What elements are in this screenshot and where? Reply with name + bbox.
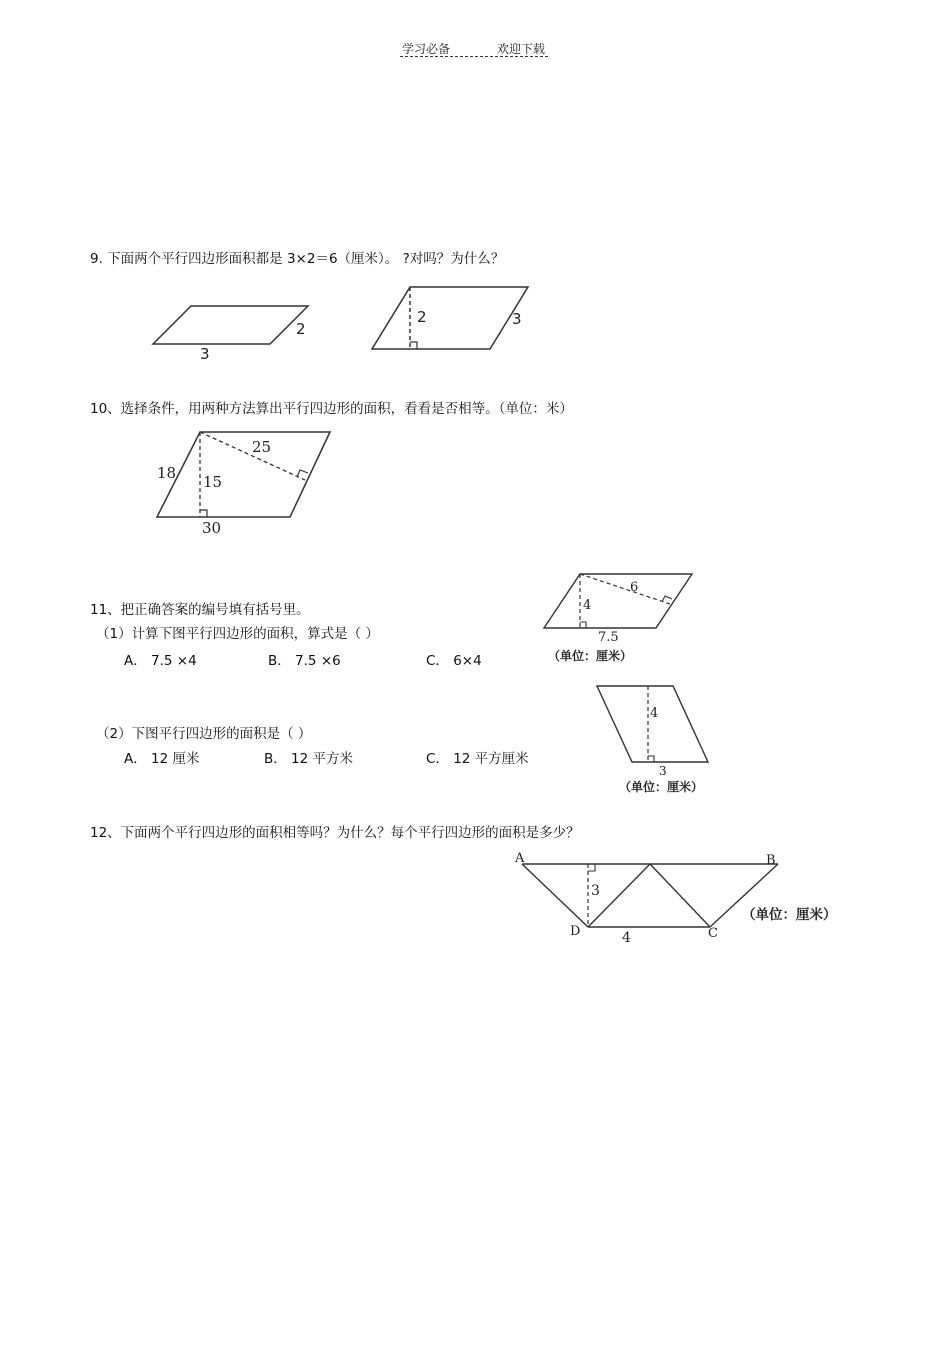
q11-fig2-base-label: 3 (659, 764, 667, 778)
question-11-title: 11、把正确答案的编号填有括号里。 (90, 602, 310, 618)
q11-p1-option-c: C． 6×4 (426, 653, 482, 669)
q12-height-label: 3 (591, 883, 600, 899)
q11-fig2-height-label: 4 (650, 706, 659, 721)
header-right: 欢迎下载 (497, 42, 546, 56)
q11-p2-option-c: C． 12 平方厘米 (426, 751, 529, 767)
question-11-part-2: （2）下图平行四边形的面积是（ ） (96, 726, 312, 742)
question-9-text: 9. 下面两个平行四边形面积都是 3×2＝6（厘米）。 ?对吗？为什么？ (90, 251, 505, 267)
q10-base-label: 30 (202, 519, 222, 537)
question-12-text: 12、下面两个平行四边形的面积相等吗？为什么？每个平行四边形的面积是多少？ (90, 825, 580, 841)
q12-label-c: C (708, 926, 718, 941)
q11-fig1-unit-label: （单位：厘米） (548, 649, 633, 663)
q12-label-d: D (570, 924, 581, 939)
q9-fig2-side-label: 3 (512, 310, 522, 328)
q11-fig1-base-label: 7.5 (598, 630, 619, 645)
q11-p1-option-a: A． 7.5 ×4 (124, 653, 197, 669)
q12-base-label: 4 (622, 930, 631, 946)
q10-side-label: 18 (157, 464, 177, 482)
header-left: 学习必备 (402, 42, 451, 56)
q11-p2-option-b: B． 12 平方米 (264, 751, 354, 767)
question-11-part-1: （1）计算下图平行四边形的面积，算式是（ ） (96, 626, 379, 642)
q11-fig1-height-label: 4 (583, 598, 592, 613)
q9-fig1-side-label: 2 (296, 320, 306, 338)
question-10-text: 10、选择条件，用两种方法算出平行四边形的面积，看看是否相等。（单位：米） (90, 401, 573, 417)
q12-unit-label: （单位：厘米） (742, 907, 837, 923)
q10-diag-label: 25 (252, 438, 272, 456)
q9-fig2-height-label: 2 (417, 308, 427, 326)
q11-p1-option-b: B． 7.5 ×6 (268, 653, 341, 669)
q9-fig1-base-label: 3 (200, 345, 210, 363)
q12-edge-ad (522, 864, 588, 927)
q11-p2-option-a: A． 12 厘米 (124, 751, 200, 767)
q10-height-label: 15 (203, 473, 223, 491)
q12-right-angle (588, 864, 595, 871)
q11-fig1-perp-label: 6 (630, 580, 639, 595)
q12-label-b: B (766, 853, 776, 868)
q12-label-a: A (515, 851, 525, 866)
q12-edge-mid-c (650, 864, 710, 927)
q11-fig2-unit-label: （单位：厘米） (619, 780, 704, 794)
